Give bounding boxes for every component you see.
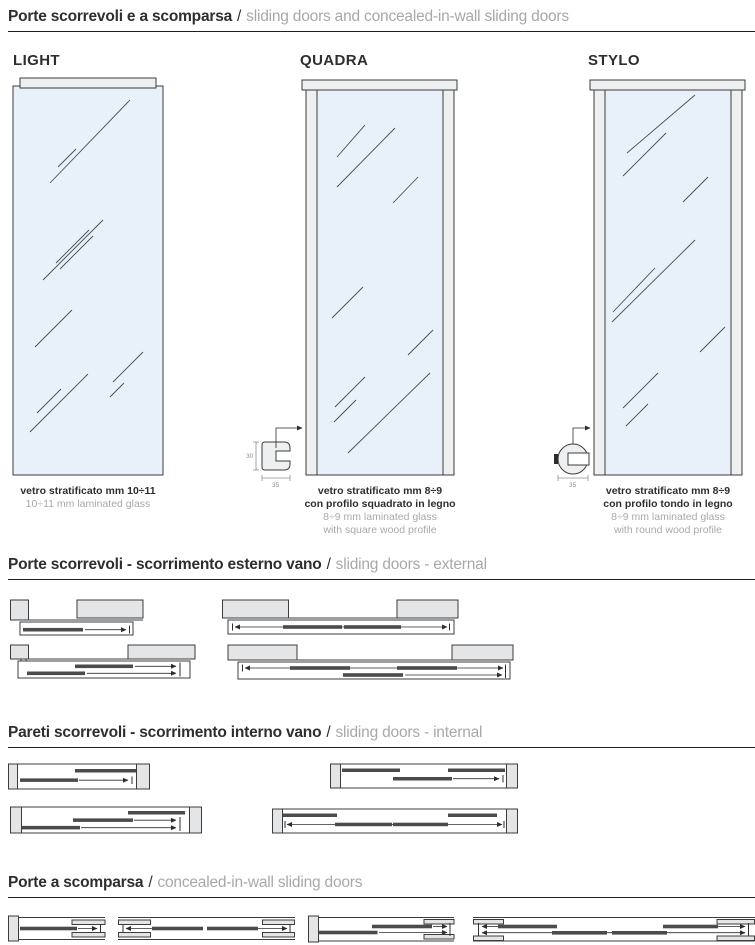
diagram-internal-single-door [8,763,152,791]
quadra-caption [290,485,470,537]
light-door-figure [10,75,170,477]
stylo-caption-it-1: vetro stratificato mm 8÷9 [605,485,731,497]
quadra-glass-panel [317,90,443,475]
diagram-pocket-four-leaf-door [473,913,755,945]
diagram-external-single-door [10,598,145,640]
stylo-caption-en-1: 8÷9 mm laminated glass [611,511,725,523]
quadra-caption-en-2: with square wood profile [323,524,437,536]
section-external-header [8,556,755,580]
page-title [8,8,755,32]
quadra-door-figure [246,76,461,490]
section-concealed-header [8,874,755,898]
page-title-italian: Porte scorrevoli e a scomparsa [8,8,233,25]
light-caption-it: vetro stratificato mm 10÷11 [20,485,156,497]
dim-30-label: 30 [246,453,254,460]
section-separator: / [326,556,331,573]
diagram-external-telescopic-door [10,643,198,689]
stylo-caption [578,485,755,537]
quadra-top-rail [302,80,457,90]
section-external-en: sliding doors - external [335,556,487,573]
section-separator: / [148,874,153,891]
stylo-glass-panel [605,90,731,475]
width-dimension [262,475,290,481]
diagram-internal-double-door [330,763,518,791]
light-top-rail [20,78,156,88]
diagram-internal-four-leaf-door [272,808,518,835]
section-separator: / [326,724,331,741]
light-caption-en: 10÷11 mm laminated glass [25,498,151,510]
profile-leader-arrow [573,428,590,444]
light-glass-panel [13,86,163,475]
section-internal-it: Pareti scorrevoli - scorrimento interno vano [8,724,322,741]
profile-gasket [554,454,558,464]
dim-35-label: 35 [272,482,280,489]
stylo-caption-it-2: con profilo tondo in legno [603,498,733,510]
section-internal-header [8,724,755,748]
section-concealed-en: concealed-in-wall sliding doors [157,874,363,891]
section-internal-en: sliding doors - internal [335,724,483,741]
section-external-it: Porte scorrevoli - scorrimento esterno vano [8,556,322,573]
diagram-internal-telescopic-door [10,806,202,835]
diagram-pocket-single-door [8,913,107,945]
round-profile-detail [554,428,590,489]
stylo-right-frame [731,90,742,475]
diagram-external-double-door [222,598,462,640]
stylo-top-rail [590,80,745,90]
door-title-light: LIGHT [13,52,60,69]
width-dimension [558,475,588,481]
title-separator: / [237,8,242,25]
quadra-left-frame [306,90,317,475]
quadra-caption-it-2: con profilo squadrato in legno [304,498,456,510]
stylo-left-frame [594,90,605,475]
diagram-external-four-leaf-door [225,643,515,691]
section-concealed-it: Porte a scomparsa [8,874,144,891]
door-title-quadra: QUADRA [300,52,369,69]
stylo-door-figure [536,76,755,490]
light-caption [13,485,163,511]
page-title-english: sliding doors and concealed-in-wall sliding doors [246,8,569,25]
diagram-pocket-telescopic-door [308,913,455,945]
quadra-caption-it-1: vetro stratificato mm 8÷9 [317,485,443,497]
stylo-caption-en-2: with round wood profile [614,524,722,536]
door-title-stylo: STYLO [588,52,641,69]
height-dimension [253,442,259,470]
diagram-pocket-double-door [118,913,295,945]
quadra-caption-en-1: 8÷9 mm laminated glass [323,511,437,523]
square-profile-detail [246,428,302,489]
dim-35-label: 35 [569,482,577,489]
quadra-right-frame [443,90,454,475]
